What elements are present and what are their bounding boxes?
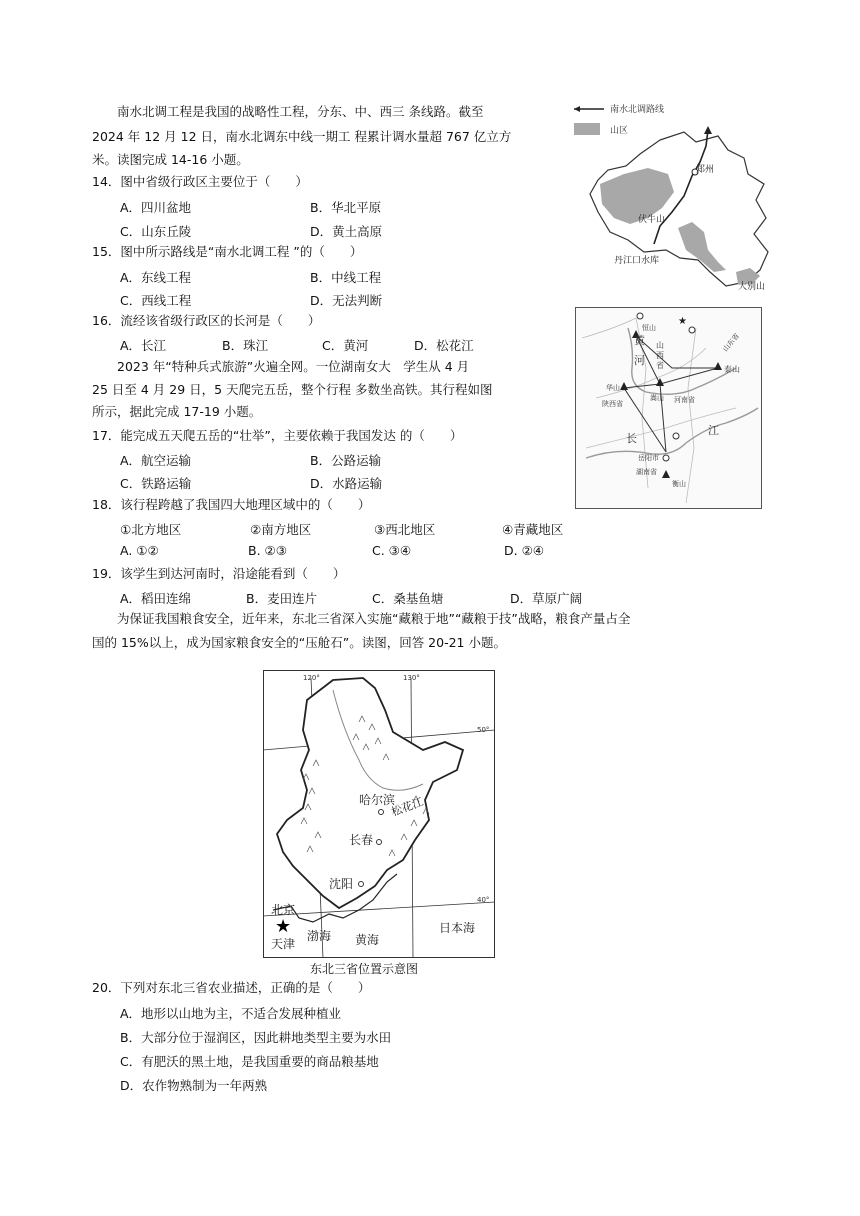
city-marker-icon [663, 455, 669, 461]
beijing-star-icon: ★ [275, 916, 292, 937]
intro-line-2: 2024 年 12 月 12 日，南水北调东中线一期工 程累计调水量超 767 亿立方 [92, 129, 512, 144]
legend-mountain-label: 山区 [610, 126, 629, 136]
intro-line-3: 米。读图完成 14-16 小题。 [92, 152, 249, 167]
label-songshan: 嵩山 [650, 394, 664, 402]
q15-option-c: C．西线工程 [120, 293, 192, 308]
yangtze-river-line [586, 408, 758, 458]
q18-region-1: ①北方地区 [120, 522, 182, 537]
taishan-marker-icon [714, 362, 722, 370]
label-yellow-sea: 黄海 [355, 933, 380, 947]
intro-line-1: 南水北调工程是我国的战略性工程，分东、中、西三 条线路。截至 [117, 104, 484, 119]
label-lat-50: 50° [477, 726, 490, 734]
label-huashan: 华山 [606, 384, 620, 392]
q16-option-b: B．珠江 [222, 338, 269, 353]
q19-option-a: A．稻田连绵 [120, 591, 192, 606]
label-henan: 河南省 [674, 396, 695, 404]
water-diversion-map [568, 100, 778, 292]
label-lon-120: 120° [303, 674, 320, 682]
question-20-stem: 20．下列对东北三省农业描述，正确的是（ ） [92, 980, 371, 995]
q18-region-4: ④青藏地区 [502, 522, 564, 537]
label-jiang: 江 [708, 424, 719, 437]
q18-option-b: B. ②③ [248, 543, 287, 558]
label-shenyang: 沈阳 [329, 877, 354, 891]
label-chang: 长 [626, 432, 637, 445]
intro3-line-1: 为保证我国粮食安全，近年来，东北三省深入实施“藏粮于地”“藏粮于技”战略，粮食产量占全 [117, 611, 631, 626]
q14-option-b: B．华北平原 [310, 200, 382, 215]
five-mountains-map [575, 307, 762, 509]
label-bohai: 渤海 [307, 929, 332, 943]
label-hunan: 湖南省 [636, 468, 657, 476]
harbin-marker-icon [379, 810, 384, 815]
label-lat-40: 40° [477, 896, 490, 904]
city-marker-icon [673, 433, 679, 439]
q17-option-c: C．铁路运输 [120, 476, 192, 491]
map-caption: 东北三省位置示意图 [310, 962, 419, 976]
q16-option-c: C．黄河 [322, 338, 369, 353]
label-zhengzhou: 郑州 [696, 165, 715, 175]
label-shaanxi: 陕西省 [602, 400, 623, 408]
star-icon: ★ [678, 316, 687, 327]
q18-region-2: ②南方地区 [250, 522, 312, 537]
label-tianjin: 天津 [271, 937, 296, 951]
shenyang-marker-icon [359, 882, 364, 887]
q17-option-a: A．航空运输 [120, 453, 192, 468]
q14-option-c: C．山东丘陵 [120, 224, 192, 239]
legend-route-icon [574, 106, 604, 112]
question-14-stem: 14．图中省级行政区主要位于（ ） [92, 174, 308, 189]
label-shanxi-1: 山 [656, 341, 664, 350]
q16-option-a: A．长江 [120, 338, 167, 353]
label-songhua-river: 松花江 [389, 795, 426, 819]
q19-option-c: C．桑基鱼塘 [372, 591, 444, 606]
label-shanxi-2: 西 [656, 351, 664, 360]
intro2-line-3: 所示，据此完成 17-19 小题。 [92, 404, 262, 419]
question-15-stem: 15．图中所示路线是“南水北调工程 ”的（ ） [92, 244, 363, 259]
q20-option-d: D．农作物熟制为一年两熟 [120, 1078, 268, 1093]
label-dabie-mountain: 大别山 [738, 282, 766, 292]
label-funiu-mountain: 伏牛山 [638, 215, 666, 225]
q19-option-d: D．草原广阔 [510, 591, 583, 606]
label-shanxi-3: 省 [656, 361, 664, 370]
label-lon-130: 130° [403, 674, 420, 682]
q15-option-a: A．东线工程 [120, 270, 192, 285]
city-marker-icon [689, 327, 695, 333]
q14-option-d: D．黄土高原 [310, 224, 383, 239]
q20-option-a: A．地形以山地为主，不适合发展种植业 [120, 1006, 342, 1021]
label-beijing: 北京 [271, 903, 296, 917]
label-sea-of-japan: 日本海 [439, 921, 476, 935]
intro2-line-2: 25 日至 4 月 29 日，5 天爬完五岳，整个行程 多数坐高铁。其行程如图 [92, 382, 493, 397]
legend-mountain-swatch [574, 123, 600, 135]
q18-option-a: A. ①② [120, 543, 159, 558]
q20-option-c: C．有肥沃的黑土地，是我国重要的商品粮基地 [120, 1054, 379, 1069]
question-19-stem: 19．该学生到达河南时，沿途能看到（ ） [92, 566, 346, 581]
q17-option-b: B．公路运输 [310, 453, 382, 468]
huashan-marker-icon [620, 382, 628, 390]
label-harbin: 哈尔滨 [359, 793, 396, 807]
label-danjiangkou-reservoir: 丹江口水库 [614, 256, 660, 266]
label-yellow-1: 黄 [634, 334, 645, 347]
q19-option-b: B．麦田连片 [246, 591, 318, 606]
q15-option-b: B．中线工程 [310, 270, 382, 285]
city-marker-icon [637, 313, 643, 319]
q15-option-d: D．无法判断 [310, 293, 383, 308]
q20-option-b: B．大部分位于湿润区，因此耕地类型主要为水田 [120, 1030, 392, 1045]
label-taishan: 泰山 [724, 365, 740, 374]
label-hengshan-north: 恒山 [642, 324, 656, 332]
q18-option-c: C. ③④ [372, 543, 412, 558]
label-yueyang: 岳阳市 [638, 454, 659, 462]
q16-option-d: D．松花江 [414, 338, 474, 353]
q18-region-3: ③西北地区 [374, 522, 436, 537]
hengshan-south-marker-icon [662, 470, 670, 478]
route-arrow-icon [704, 126, 712, 134]
northeast-china-map [263, 670, 495, 958]
intro2-line-1: 2023 年“特种兵式旅游”火遍全网。一位湖南女大 学生从 4 月 [117, 359, 470, 374]
intro3-line-2: 国的 15%以上，成为国家粮食安全的“压舱石”。读图，回答 20-21 小题。 [92, 635, 506, 650]
q18-option-d: D. ②④ [504, 543, 544, 558]
q17-option-d: D．水路运输 [310, 476, 383, 491]
label-changchun: 长春 [349, 833, 374, 847]
question-16-stem: 16．流经该省级行政区的长河是（ ） [92, 313, 321, 328]
question-17-stem: 17．能完成五天爬五岳的“壮举”，主要依赖于我国发达 的（ ） [92, 428, 463, 443]
changchun-marker-icon [377, 840, 382, 845]
legend-route-label: 南水北调路线 [610, 105, 665, 115]
question-18-stem: 18．该行程跨越了我国四大地理区域中的（ ） [92, 497, 371, 512]
label-shandong: 山东省 [721, 332, 742, 354]
label-hengshan-south: 衡山 [672, 480, 686, 488]
label-yellow-2: 河 [634, 354, 645, 367]
q14-option-a: A．四川盆地 [120, 200, 192, 215]
